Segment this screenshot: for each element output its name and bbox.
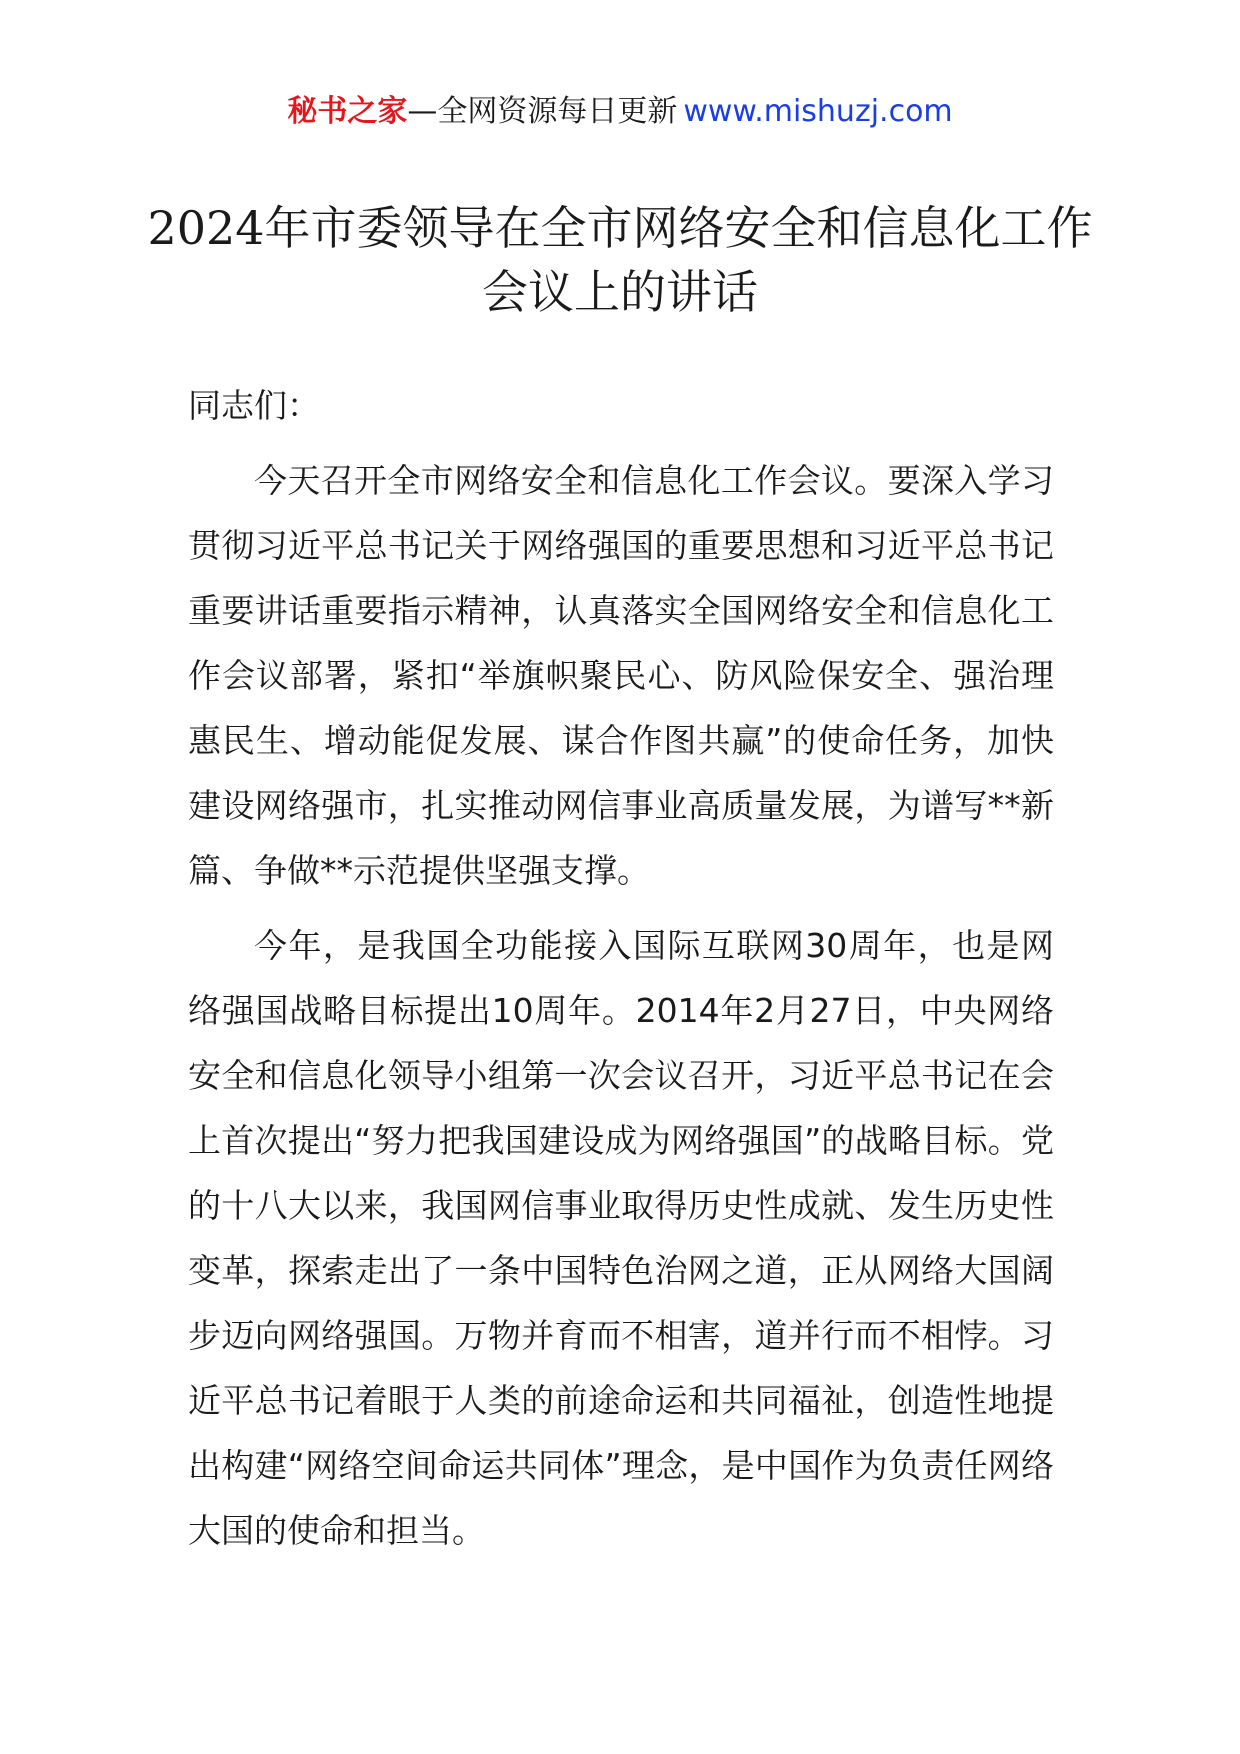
paragraph-2: 今年，是我国全功能接入国际互联网30周年，也是网络强国战略目标提出10周年。2014年2月27日，中央网络安全和信息化领导小组第一次会议召开，习近平总书记在会上首次提出“努力把我国建设成为网络强国”的战略目标。党的十八大以来，我国网信事业取得历史性成就、发生历史性变革，探索走出了一条中国特色治网之道，正从网络大国阔步迈向网络强国。万物并育而不相害，道并行而不相悖。习近平总书记着眼于人类的前途命运和共同福祉，创造性地提出构建“网络空间命运共同体”理念，是中国作为负责任网络大国的使命和担当。 bbox=[188, 926, 1054, 1550]
brand-name: 秘书之家 bbox=[287, 94, 408, 129]
page-header bbox=[0, 92, 1240, 132]
header-tagline: —全网资源每日更新 bbox=[407, 94, 678, 129]
site-url-link[interactable]: www.mishuzj.com bbox=[683, 94, 953, 129]
document-body bbox=[188, 382, 1054, 1573]
paragraph-1: 今天召开全市网络安全和信息化工作会议。要深入学习贯彻习近平总书记关于网络强国的重要思想和习近平总书记重要讲话重要指示精神，认真落实全国网络安全和信息化工作会议部署，紧扣“举旗帜聚民心、防风险保安全、强治理惠民生、增动能促发展、谋合作图共赢”的使命任务，加快建设网络强市，扎实推动网信事业高质量发展，为谱写**新篇、争做**示范提供坚强支撑。 bbox=[188, 461, 1054, 890]
salutation: 同志们： bbox=[188, 386, 320, 425]
document-title bbox=[140, 196, 1100, 324]
title-year: 2024 bbox=[147, 201, 265, 255]
title-text: 年市委领导在全市网络安全和信息化工作会议上的讲话 bbox=[264, 201, 1093, 319]
